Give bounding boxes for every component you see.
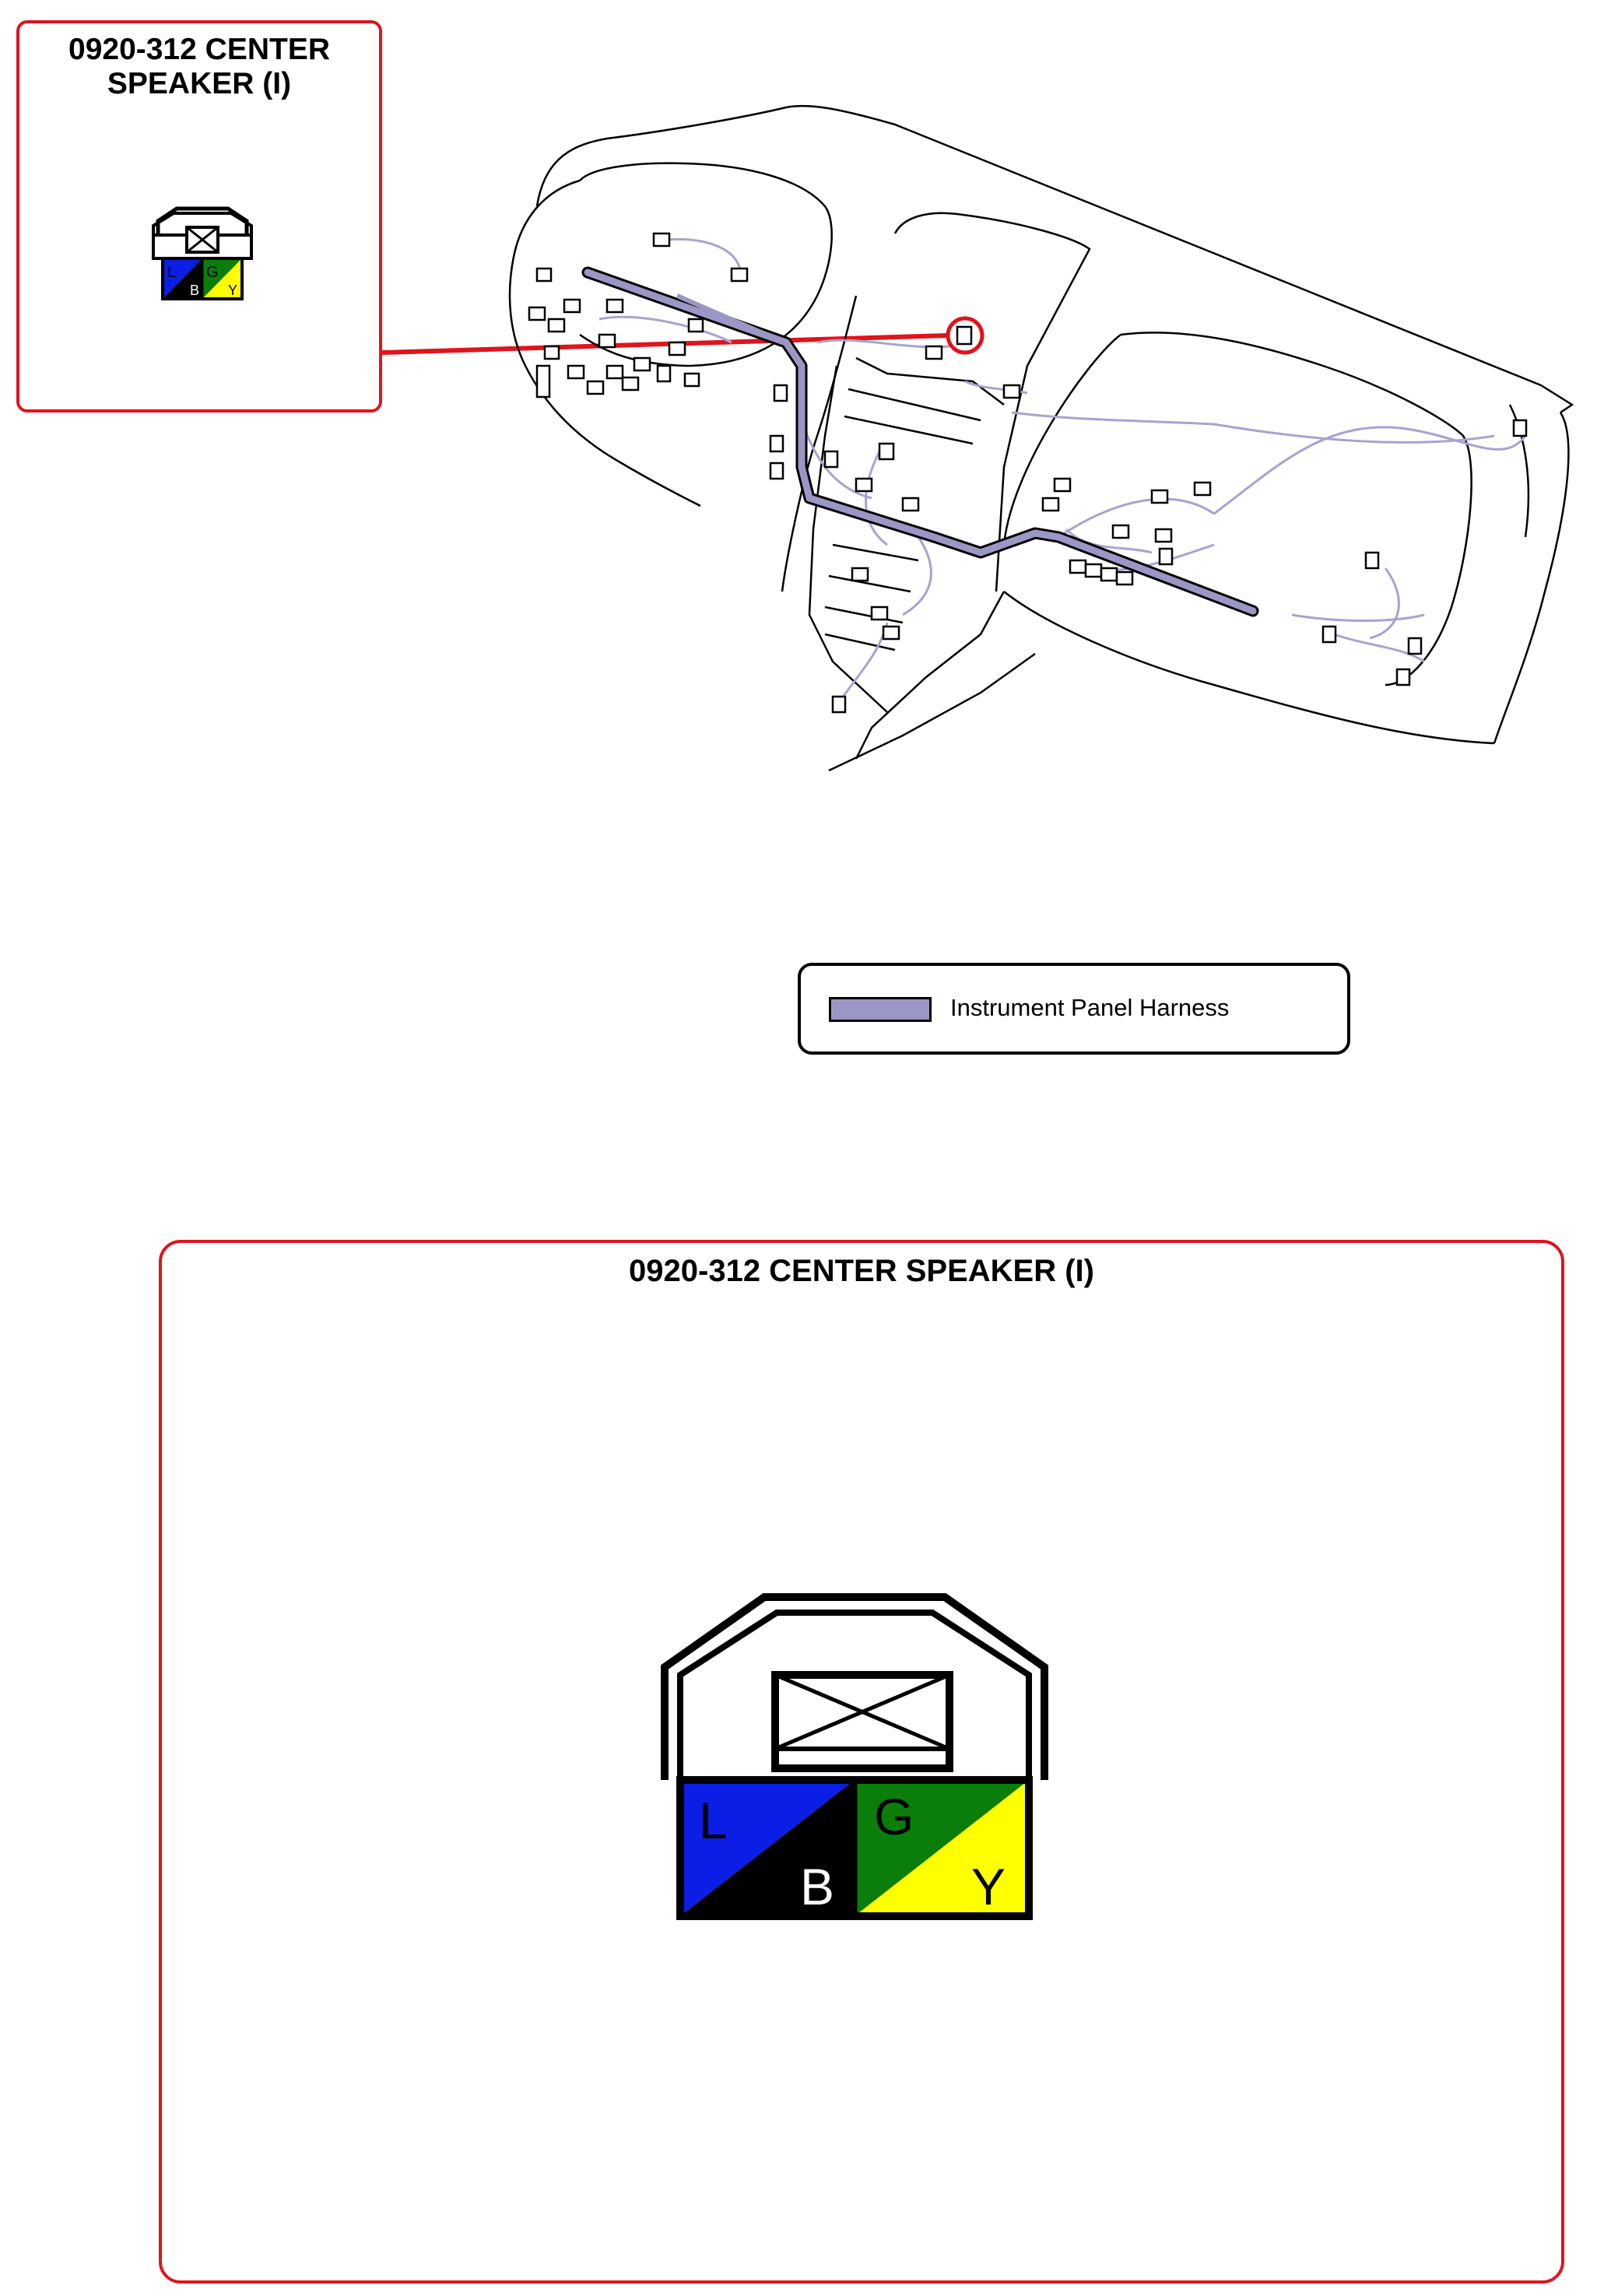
harness-legend bbox=[798, 963, 1350, 1055]
callout-leader-line bbox=[382, 335, 948, 353]
callout-pin-label-y: Y bbox=[228, 283, 238, 298]
callout-pin-label-b: B bbox=[190, 283, 200, 298]
dashboard-harness-diagram bbox=[0, 0, 1611, 856]
pin-label-b: B bbox=[800, 1858, 835, 1915]
thin-wire-branches bbox=[599, 239, 1525, 700]
instrument-panel-harness bbox=[588, 272, 1253, 611]
detail-title: 0920-312 CENTER SPEAKER (I) bbox=[629, 1254, 1094, 1288]
legend-label: Instrument Panel Harness bbox=[950, 994, 1230, 1021]
pin-label-g: G bbox=[874, 1788, 914, 1845]
connector-face-diagram bbox=[644, 1589, 1080, 1932]
center-speaker-connector-marker bbox=[948, 318, 982, 353]
legend-swatch-instrument-panel-harness bbox=[829, 997, 932, 1022]
pin-label-y: Y bbox=[971, 1858, 1006, 1915]
connector-detail-panel bbox=[159, 1240, 1564, 2284]
callout-title-line1: 0920-312 CENTER bbox=[68, 33, 330, 66]
dashboard-outline bbox=[510, 106, 1572, 771]
pin-label-l: L bbox=[699, 1792, 728, 1849]
callout-pin-label-l: L bbox=[167, 264, 177, 281]
callout-title-line2: SPEAKER (I) bbox=[107, 67, 292, 100]
callout-pin-label-g: G bbox=[206, 264, 219, 281]
pin-block bbox=[680, 1780, 1029, 1916]
